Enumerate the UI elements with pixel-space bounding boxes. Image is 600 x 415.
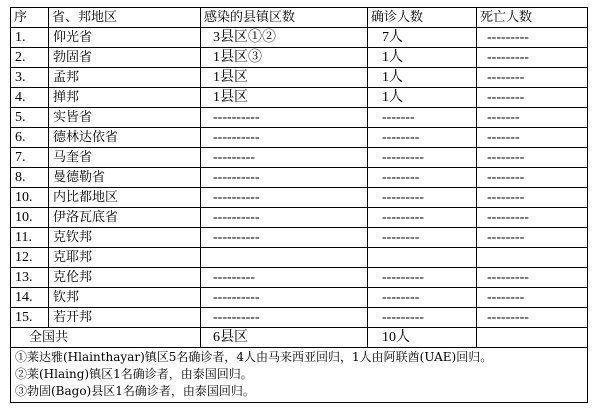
confirmed-cases: --------- xyxy=(368,268,477,288)
row-number: 6. xyxy=(11,128,49,148)
confirmed-cases: 7人 xyxy=(368,28,477,48)
confirmed-cases: 1人 xyxy=(368,48,477,68)
death-count: -------- xyxy=(477,88,588,108)
row-number: 14. xyxy=(11,288,49,308)
note-3: ③勃固(Bago)县区1名确诊者，由泰国回归。 xyxy=(15,384,255,398)
region-name: 伊洛瓦底省 xyxy=(49,208,201,228)
total-row xyxy=(11,328,588,348)
table-row xyxy=(11,108,588,128)
township-count xyxy=(201,248,368,268)
region-name: 曼德勒省 xyxy=(49,168,201,188)
township-count: ---------- xyxy=(201,208,368,228)
death-count: --------- xyxy=(477,48,588,68)
region-name: 实皆省 xyxy=(49,108,201,128)
row-number: 13. xyxy=(11,268,49,288)
township-count: 3县区①② xyxy=(201,28,368,48)
total-cases: 10人 xyxy=(368,328,477,348)
confirmed-cases: --------- xyxy=(368,148,477,168)
region-name: 若开邦 xyxy=(49,308,201,328)
death-count: --------- xyxy=(477,28,588,48)
death-count: --------- xyxy=(477,208,588,228)
region-name: 仰光省 xyxy=(49,28,201,48)
table-row xyxy=(11,148,588,168)
death-count: --------- xyxy=(477,308,588,328)
region-name: 克耶邦 xyxy=(49,248,201,268)
township-count: 1县区 xyxy=(201,88,368,108)
confirmed-cases: --------- xyxy=(368,308,477,328)
header-cases: 确诊人数 xyxy=(368,8,477,28)
death-count: ------- xyxy=(477,108,588,128)
township-count: ---------- xyxy=(201,188,368,208)
region-name: 马奎省 xyxy=(49,148,201,168)
confirmed-cases: 1人 xyxy=(368,68,477,88)
total-townships: 6县区 xyxy=(201,328,368,348)
death-count: --------- xyxy=(477,268,588,288)
region-name: 内比都地区 xyxy=(49,188,201,208)
death-count: -------- xyxy=(477,148,588,168)
region-name: 孟邦 xyxy=(49,68,201,88)
region-name: 掸邦 xyxy=(49,88,201,108)
row-number: 10. xyxy=(11,208,49,228)
table-row xyxy=(11,248,588,268)
township-count: ---------- xyxy=(201,228,368,248)
row-number: 5. xyxy=(11,108,49,128)
region-name: 克钦邦 xyxy=(49,228,201,248)
table-body xyxy=(11,28,588,328)
table-row xyxy=(11,188,588,208)
region-name: 德林达依省 xyxy=(49,128,201,148)
confirmed-cases: ------- xyxy=(368,108,477,128)
death-count: -------- xyxy=(477,68,588,88)
region-name: 钦邦 xyxy=(49,288,201,308)
confirmed-cases: --------- xyxy=(368,208,477,228)
confirmed-cases xyxy=(368,248,477,268)
table-row xyxy=(11,28,588,48)
township-count: --------- xyxy=(201,268,368,288)
township-count: ---------- xyxy=(201,128,368,148)
header-townships: 感染的县镇区数 xyxy=(201,8,368,28)
header-region: 省、邦地区 xyxy=(49,8,201,28)
township-count: 1县区 xyxy=(201,68,368,88)
covid-cases-table xyxy=(10,7,588,403)
row-number: 10. xyxy=(11,188,49,208)
region-name: 克伦邦 xyxy=(49,268,201,288)
death-count: ------- xyxy=(477,128,588,148)
confirmed-cases: -------- xyxy=(368,288,477,308)
header-no: 序 xyxy=(11,8,49,28)
table-row xyxy=(11,308,588,328)
row-number: 7. xyxy=(11,148,49,168)
confirmed-cases: --------- xyxy=(368,188,477,208)
table-row xyxy=(11,208,588,228)
township-count: 1县区③ xyxy=(201,48,368,68)
notes-row xyxy=(11,348,588,403)
row-number: 12. xyxy=(11,248,49,268)
row-number: 2. xyxy=(11,48,49,68)
row-number: 11. xyxy=(11,228,49,248)
row-number: 8. xyxy=(11,168,49,188)
confirmed-cases: -------- xyxy=(368,128,477,148)
table-row xyxy=(11,128,588,148)
total-deaths xyxy=(477,328,588,348)
total-label: 全国共 xyxy=(11,328,201,348)
death-count xyxy=(477,248,588,268)
table-row xyxy=(11,288,588,308)
township-count: --------- xyxy=(201,148,368,168)
table-row xyxy=(11,268,588,288)
note-1: ①莱达雅(Hlainthayar)镇区5名确诊者，4人由马来西亚回归，1人由阿联酋(UAE)回归。 xyxy=(15,350,493,364)
row-number: 4. xyxy=(11,88,49,108)
death-count: -------- xyxy=(477,288,588,308)
header-deaths: 死亡人数 xyxy=(477,8,588,28)
header-row xyxy=(11,8,588,28)
confirmed-cases: 1人 xyxy=(368,88,477,108)
death-count: -------- xyxy=(477,168,588,188)
notes-cell xyxy=(11,348,588,403)
region-name: 勃固省 xyxy=(49,48,201,68)
township-count: ---------- xyxy=(201,108,368,128)
row-number: 15. xyxy=(11,308,49,328)
table-row xyxy=(11,228,588,248)
table-row xyxy=(11,168,588,188)
death-count: -------- xyxy=(477,188,588,208)
township-count: ---------- xyxy=(201,168,368,188)
table-row xyxy=(11,48,588,68)
death-count: -------- xyxy=(477,228,588,248)
note-2: ②莱(Hlaing)镇区1名确诊者，由泰国回归。 xyxy=(15,367,253,381)
township-count: ---------- xyxy=(201,288,368,308)
township-count: ---------- xyxy=(201,308,368,328)
table-row xyxy=(11,68,588,88)
confirmed-cases: -------- xyxy=(368,168,477,188)
row-number: 3. xyxy=(11,68,49,88)
table-row xyxy=(11,88,588,108)
confirmed-cases: -------- xyxy=(368,228,477,248)
row-number: 1. xyxy=(11,28,49,48)
